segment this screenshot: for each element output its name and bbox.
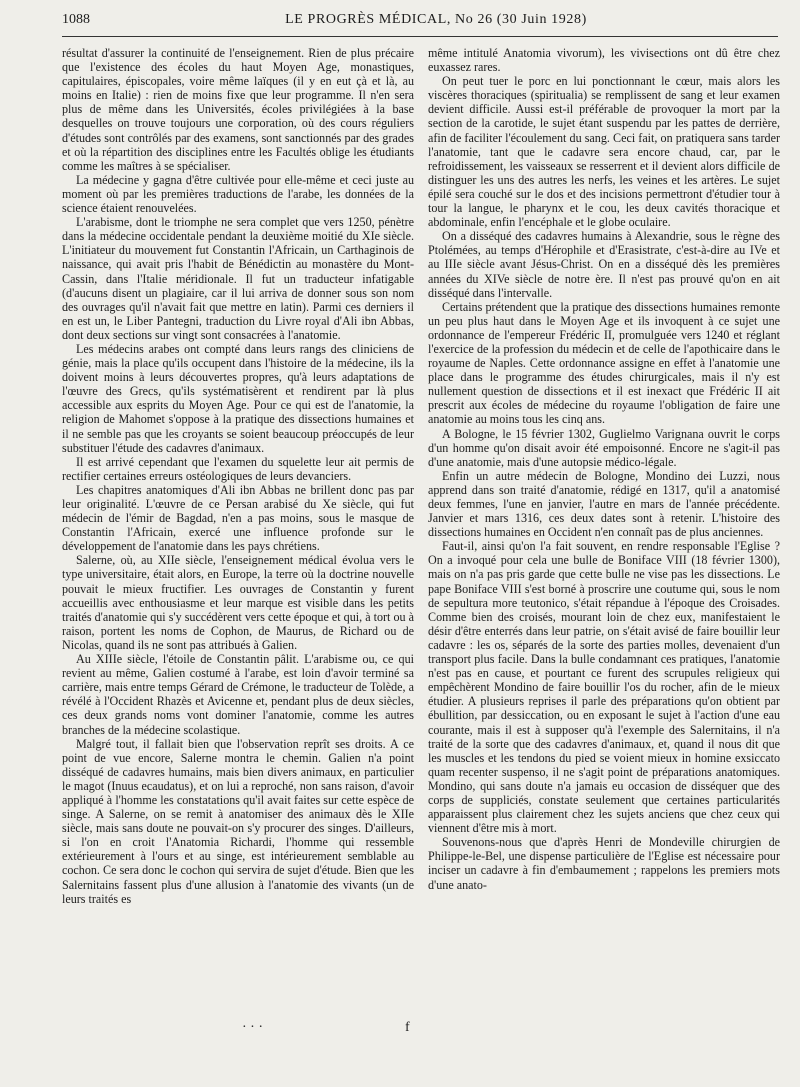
paragraph: Les chapitres anatomiques d'Ali ibn Abbas ne brillent donc pas par leur originalité. L'œuvre de ce Persan arabisé du Xe siècle, qui fut médecin de l'émir de Bagdad, n'en a pas moins, sous le masque de Constantin l'Africain, exercé une influence profonde sur le développement de l'anatomie dans les pays chrétiens. [62, 482, 414, 554]
paragraph: L'arabisme, dont le triomphe ne sera complet que vers 1250, pénètre dans la médecine occidentale pendant la deuxième moitié du XIe siècle. L'initiateur du mouvement fut Constantin l'Africain, un Carthaginois de naissance, qui avait pris l'habit de Bénédictin au monastère du Mont-Cassin, dans l'Italie méridionale. Il fut un traducteur infatigable (d'aucuns disent un plagiaire, car il lui arriva de donner sous son nom des ouvrages qu'il n'avait fait que mettre en latin). Parmi ces derniers il en est un, le Liber Pantegni, traduction du Livre royal d'Ali ibn Abbas, dont deux sections sur vingt sont consacrées à l'anatomie. [62, 215, 414, 342]
paragraph: Les médecins arabes ont compté dans leurs rangs des cliniciens de génie, mais la place qu'ils occupent dans l'histoire de la médecine, ils la doivent moins à leurs découvertes propres, qu'à leurs adaptations de l'œuvre des Grecs, qu'ils systématisèrent et rendirent par là plus accessible aux esprits du Moyen Age. Pour ce qui est de l'anatomie, la religion de Mahomet s'oppose à la pratique des dissections humaines et il ne semble pas que les croyants se soient beaucoup préoccupés de leur substituer l'étude des cadavres d'animaux. [62, 341, 414, 455]
paragraph: Il est arrivé cependant que l'examen du squelette leur ait permis de rectifier certaines erreurs ostéologiques de leurs devanciers. [62, 454, 414, 483]
footer-mark: f [405, 1020, 410, 1035]
paragraph: Souvenons-nous que d'après Henri de Mondeville chirurgien de Philippe-le-Bel, une dispense particulière de l'Eglise est nécessaire pour inciser un cadavre à fin d'embaumement ; rappelons les premiers mots d'une anato- [428, 835, 780, 892]
paragraph: Malgré tout, il fallait bien que l'observation reprît ses droits. A ce point de vue encore, Salerne montra le chemin. Galien n'a point disséqué de cadavres humains, mais bien divers animaux, en particulier le magot (Inuus ecaudatus), et on lui a reproché, non sans raison, d'avoir appliqué à l'homme les constatations qu'il avait faites sur cette espèce de singe. A Salerne, on se remit à anatomiser des animaux dès le XIIe siècle, mais sans doute ne pouvait-on s'y procurer des singes. D'ailleurs, si l'on en croit l'Anatomia Richardi, l'homme qui ressemble extérieurement à l'ours et au singe, est intérieurement semblable au cochon. Ce sera donc le cochon qui servira de sujet d'étude. Bien que les Salernitains fassent plus d'une allusion à l'anatomie des vivants (un de leurs traités es [62, 736, 414, 906]
header-rule [62, 36, 778, 37]
paragraph: A Bologne, le 15 février 1302, Guglielmo Varignana ouvrit le corps d'un homme qu'on disait avoir été empoisonné. Encore ne s'agit-il pas d'une anatomie, mais d'une autopsie médico-légale. [428, 426, 780, 469]
footer-mark: · · · [242, 1020, 263, 1035]
paragraph: La médecine y gagna d'être cultivée pour elle-même et ceci juste au moment où par les premières traductions de l'arabe, les données de la science étaient renouvelées. [62, 172, 414, 216]
running-head: LE PROGRÈS MÉDICAL, No 26 (30 Juin 1928) [285, 12, 587, 27]
paragraph: Faut-il, ainsi qu'on l'a fait souvent, en rendre responsable l'Eglise ? On a invoqué pour cela une bulle de Boniface VIII (18 février 1300), mais on n'a pas pris garde que cette bulle ne vise pas les dissections. Le pape Boniface VIII s'est borné à proscrire une coutume qui, sous le nom de sepultura more teutonico, s'était répandue à l'époque des Croisades. Comme bien des croisés, mourant loin de chez eux, manifestaient le désir d'être enterrés dans leur patrie, on s'était avisé de faire bouillir leur cadavre : les os, séparés de la sorte des parties molles, devenaient d'un transport plus facile. Dans la bulle condamnant ces pratiques, l'anatomie n'est pas en cause, et pourtant ce furent des scrupules religieux qui empêchèrent Mondino de faire bouillir l'os du rocher, afin de le mieux étudier. A plusieurs reprises il parle des préparations qu'on obtient par ébullition, par dessiccation, ou en exposant le sujet à l'action d'une eau courante, mais il est à supposer qu'à l'exemple des Salernitains, il n'a traité de la sorte que des cadavres d'animaux, et, quand il nous dit que les muscles et les tendons du pied se voient mieux in homine exsiccato quam recenter suspenso, il ne s'agit point de préparations anatomiques. Mondino, qui sans doute n'a jamais eu occasion de disséquer que des corps de suppliciés, constate seulement que certaines particularités apparaissent plus clairement chez les sujets anciens que chez ceux qui viennent d'être mis à mort. [428, 539, 780, 836]
paragraph: Au XIIIe siècle, l'étoile de Constantin pâlit. L'arabisme ou, ce qui revient au même, Galien costumé à l'arabe, est loin d'avoir terminé sa carrière, mais entre temps Gérard de Crémone, le traducteur de Tolède, a révélé à l'Occident Rhazès et Avicenne et, pendant plus de deux siècles, ces deux grands noms vont dominer l'anatomie, comme les autres branches de la médecine scolastique. [62, 652, 414, 737]
page-header [62, 8, 770, 32]
page-number: 1088 [62, 12, 90, 27]
paragraph: résultat d'assurer la continuité de l'enseignement. Rien de plus précaire que l'existence des écoles du haut Moyen Age, monastiques, capitulaires, épiscopales, voire même laïques (il y en eut çà et là, au moins en Italie) : rien de moins fixe que leur programme. Il n'en sera plus de même dans les Universités, écoles privilégiées à la base desquelles on trouve toujours une corporation, où des cours réguliers d'études sont contrôlés par des examens, sont sanctionnés par des grades et où la répartition des disciplines entre les Facultés oblige les étudiants comme les maîtres à se spécialiser. [62, 46, 414, 173]
right-column [428, 46, 780, 892]
paragraph: Enfin un autre médecin de Bologne, Mondino dei Luzzi, nous apprend dans son traité d'anatomie, rédigé en 1317, qu'il a anatomisé deux femmes, l'une en janvier, l'autre en mars de l'année précédente. Janvier et mars 1316, ces deux dates sont à retenir. L'histoire des dissections humaines en Occident n'en connaît pas de plus anciennes. [428, 468, 780, 540]
paragraph: Salerne, où, au XIIe siècle, l'enseignement médical évolua vers le type universitaire, était alors, en Europe, la terre où la doctrine nouvelle pouvait le mieux fructifier. Les ouvrages de Constantin y furent accueillis avec enthousiasme et leur marque est visible dans les petits traités d'anatomie qui s'y succédèrent vers cette époque et qui, à tort ou à raison, portent les noms de Cophon, de Maurus, de Richard ou de Nicolas, quand ils ne sont pas attribués à Galien. [62, 553, 414, 652]
left-column [62, 46, 414, 906]
paragraph: même intitulé Anatomia vivorum), les vivisections ont dû être chez euxassez rares. [428, 46, 780, 75]
paragraph: On peut tuer le porc en lui ponctionnant le cœur, mais alors les viscères thoraciques (spiritualia) se remplissent de sang et leur examen devient difficile. Aussi est-il préférable de provoquer la mort par la section de la carotide, le sujet étant suspendu par les pattes de derrière, afin de faciliter l'écoulement du sang. Ceci fait, on pratiquera sans tarder l'anatomie, tant que le cadavre sera encore chaud, car, par le refroidissement, les vaisseaux se resserrent et il devient alors difficile de distinguer les uns des autres les nerfs, les veines et les artères. Le sujet épilé sera couché sur le dos et des incisions permettront d'étudier tour à tour la langue, le pharynx et le cou, les deux cavités thoracique et abdominale, enfin l'encéphale et le globe oculaire. [428, 74, 780, 230]
paragraph: Certains prétendent que la pratique des dissections humaines remonte un peu plus haut dans le Moyen Age et ils invoquent à ce sujet une ordonnance de l'empereur Frédéric II, promulguée vers 1240 et réglant l'exercice de la profession du médecin et de celle de l'apothicaire dans le royaume de Naples. Cette ordonnance assigne en effet à l'anatomie une place dans le programme des études chirurgicales, mais il n'y est nullement question de dissections et il est inexact que Frédéric II ait prescrit aux écoles de médecine du royaume l'obligation de faire une anatomie au moins tous les cinq ans. [428, 299, 780, 427]
paragraph: On a disséqué des cadavres humains à Alexandrie, sous le règne des Ptolémées, au temps d'Hérophile et d'Erasistrate, c'est-à-dire au IVe et au IIIe siècle avant Jésus-Christ. On en a disséqué dès les premières années du XIVe siècle de notre ère. Il n'est pas prouvé qu'on en ait disséqué dans l'intervalle. [428, 229, 780, 300]
